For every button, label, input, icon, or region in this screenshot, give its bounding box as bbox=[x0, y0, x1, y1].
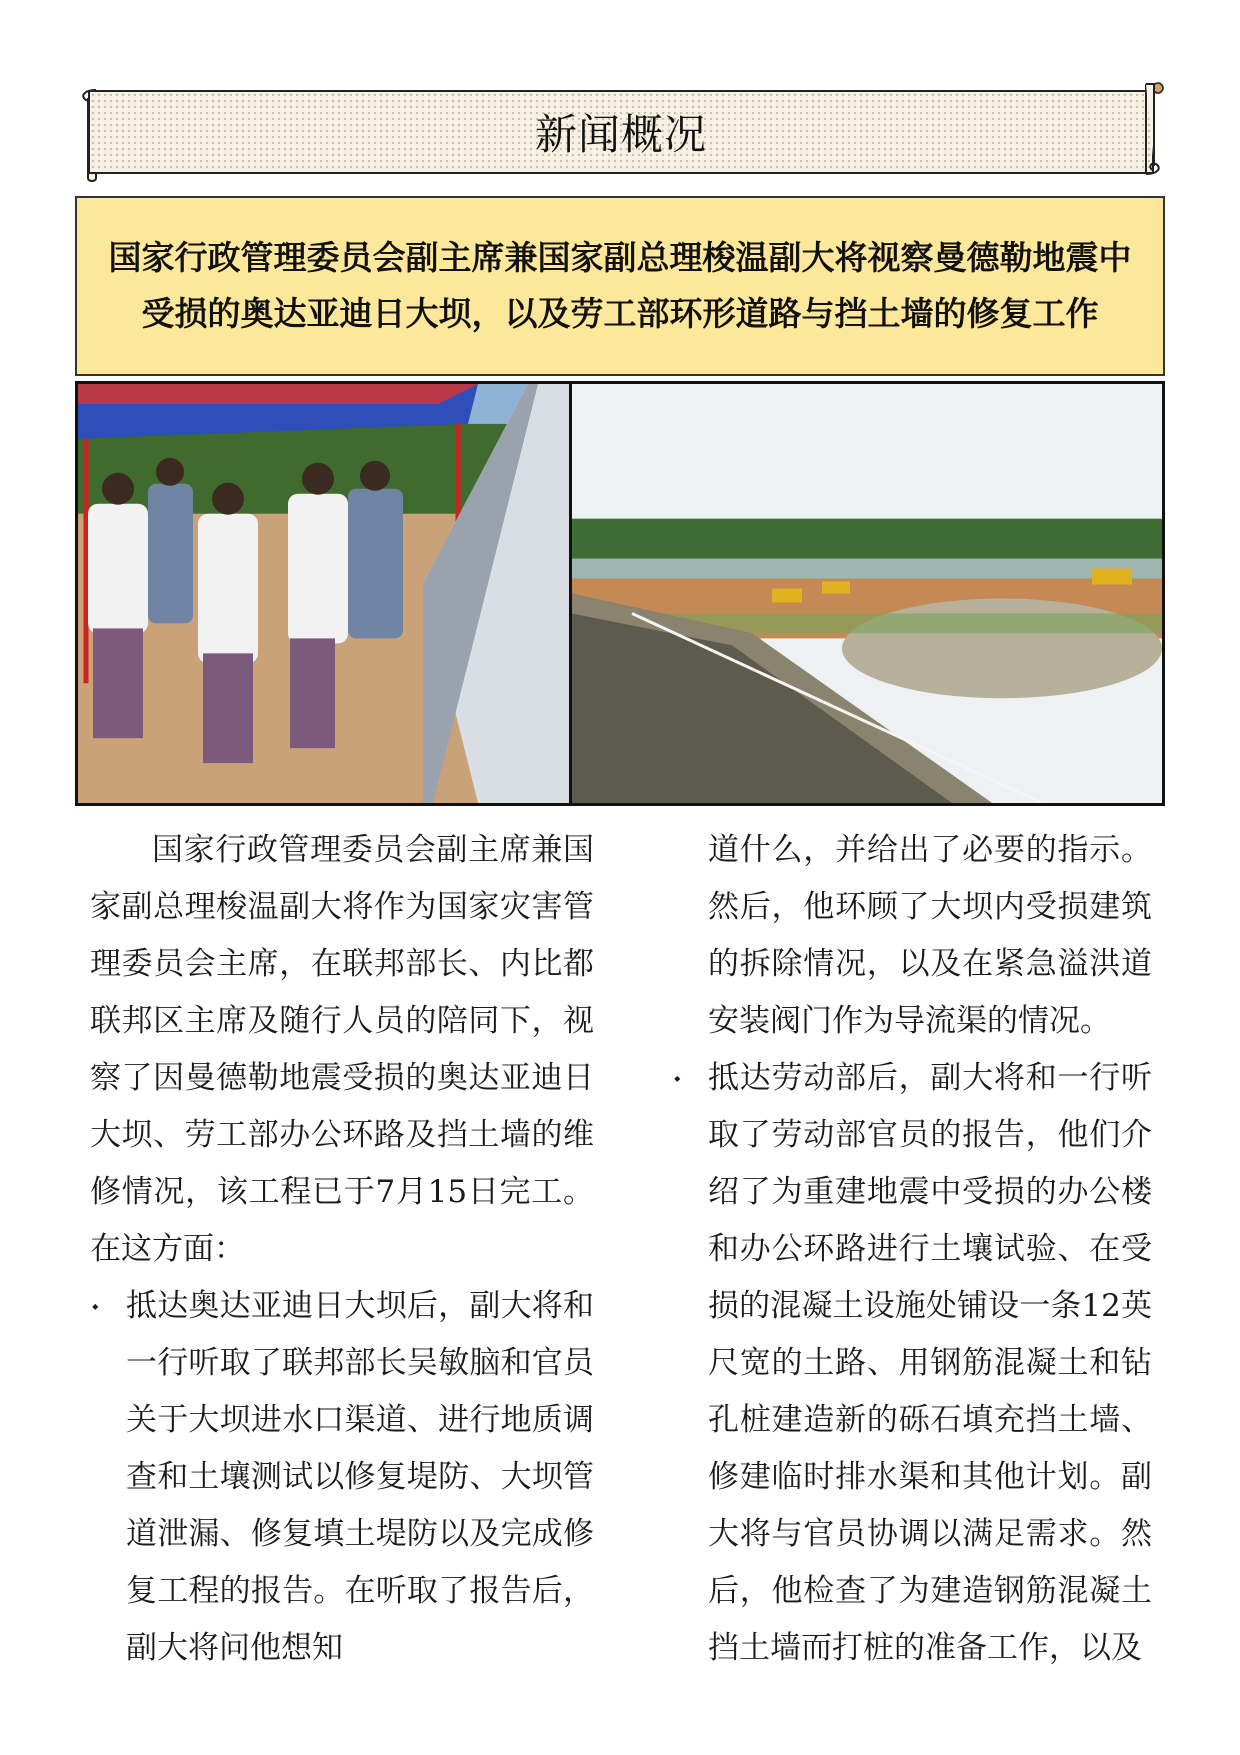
banner-title: 新闻概况 bbox=[534, 110, 707, 159]
body-column-left bbox=[90, 822, 594, 1677]
bullet-icon: ⬩ bbox=[674, 1068, 681, 1089]
banner-body bbox=[88, 90, 1154, 174]
photo-strip bbox=[75, 381, 1165, 806]
bullet-continuation: 道什么，并给出了必要的指示。然后，他环顾了大坝内受损建筑的拆除情况，以及在紧急溢洪道安装阀门作为导流渠的情况。 bbox=[708, 832, 1152, 1039]
section-banner bbox=[74, 82, 1168, 182]
headline-text: 国家行政管理委员会副主席兼国家副总理梭温副大将视察曼德勒地震中受损的奥达亚迪日大坝，以及劳工部环形道路与挡土墙的修复工作 bbox=[108, 238, 1132, 333]
list-item bbox=[90, 1278, 594, 1677]
bullet-icon: ⬩ bbox=[92, 1296, 99, 1317]
headline-box bbox=[75, 196, 1165, 376]
body-column-right bbox=[672, 822, 1152, 1677]
list-item bbox=[672, 1050, 1152, 1677]
dam-construction-photo-icon bbox=[572, 384, 1162, 803]
intro-paragraph: 国家行政管理委员会副主席兼国家副总理梭温副大将作为国家灾害管理委员会主席，在联邦部长、内比都联邦区主席及随行人员的陪同下，视察了因曼德勒地震受损的奥达亚迪日大坝、劳工部办公环路及挡土墙的维修情况，该工程已于7月15日完工。在这方面： bbox=[90, 832, 594, 1267]
scroll-right-end-icon bbox=[1138, 82, 1168, 182]
bullet-text: 抵达劳动部后，副大将和一行听取了劳动部官员的报告，他们介绍了为重建地震中受损的办公楼和办公环路进行土壤试验、在受损的混凝土设施处铺设一条12英尺宽的土路、用钢筋混凝土和钻孔桩建造新的砾石填充挡土墙、修建临时排水渠和其他计划。副大将与官员协调以满足需求。然后，他检查了为建造钢筋混凝土挡土墙而打桩的准备工作，以及 bbox=[708, 1060, 1152, 1666]
inspection-photo-icon bbox=[78, 384, 569, 803]
bullet-text: 抵达奥达亚迪日大坝后，副大将和一行听取了联邦部长吴敏脑和官员关于大坝进水口渠道、进行地质调查和土壤测试以修复堤防、大坝管道泄漏、修复填土堤防以及完成修复工程的报告。在听取了报告后，副大将问他想知 bbox=[126, 1288, 594, 1666]
